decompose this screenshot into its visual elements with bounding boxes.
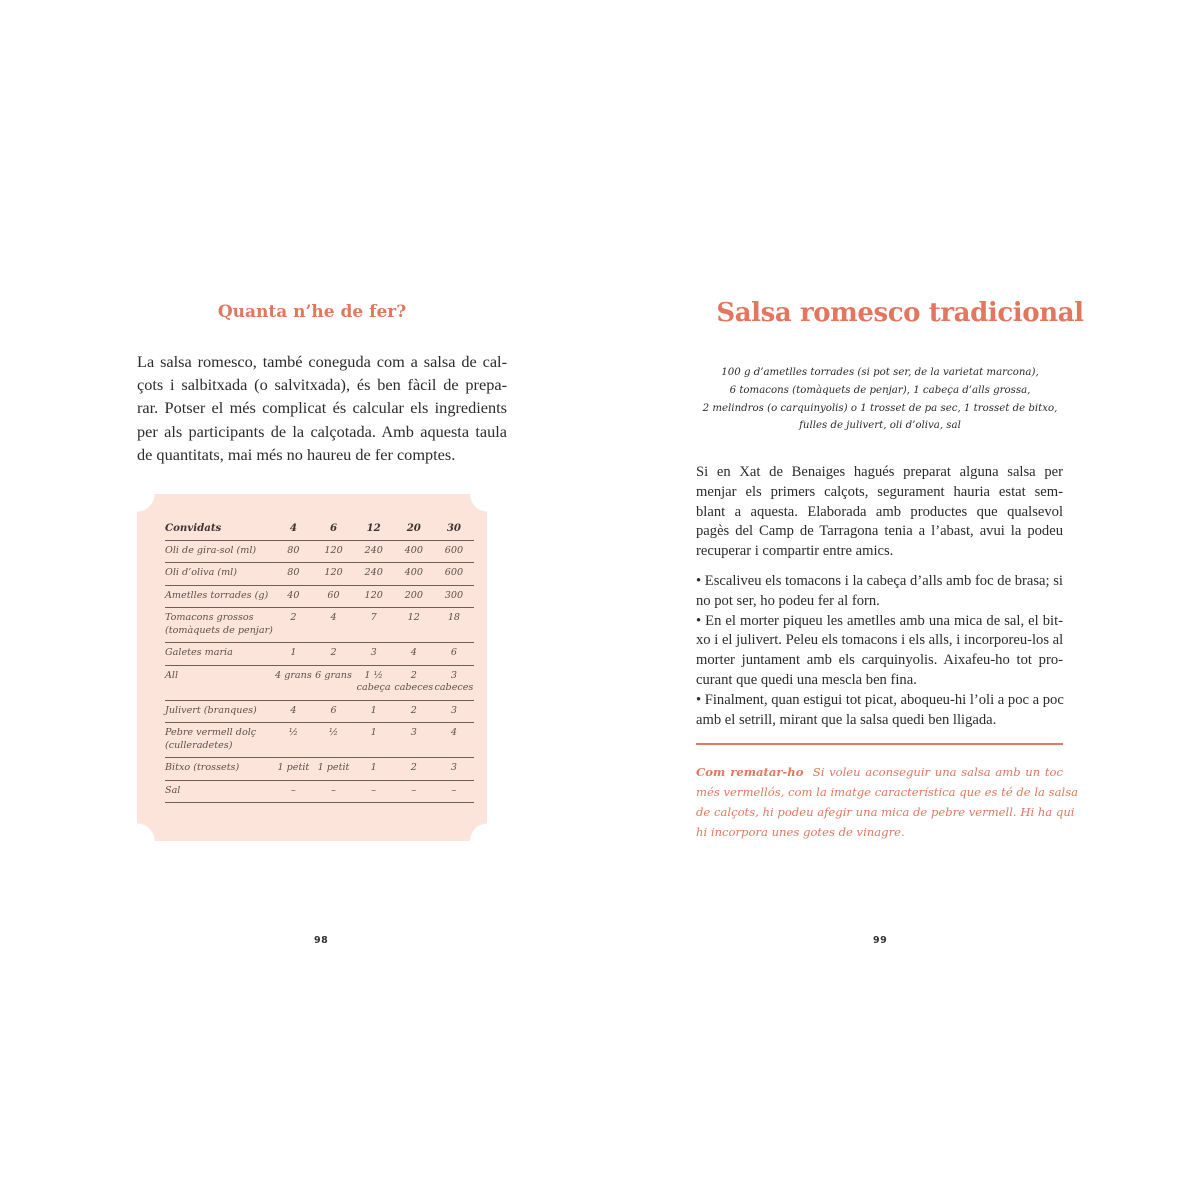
- cell: 240: [354, 540, 394, 563]
- header-guests: Convidats: [165, 518, 273, 540]
- header-col: 12: [354, 518, 394, 540]
- cell: 3 cabeces: [434, 665, 474, 700]
- table-row: [165, 758, 474, 781]
- step-line: • Finalment, quan estigui tot picat, aboqueu-hi l’oli a poc a poc: [696, 691, 1064, 708]
- cell: –: [313, 780, 353, 803]
- cell: 2: [273, 608, 313, 643]
- cell: 120: [313, 563, 353, 586]
- cell: 4: [273, 700, 313, 723]
- table-header-row: [165, 518, 474, 540]
- row-label: Sal: [165, 780, 273, 803]
- cell: 1 petit: [313, 758, 353, 781]
- cell: 18: [434, 608, 474, 643]
- cell: ½: [273, 723, 313, 758]
- cell: 3: [354, 643, 394, 666]
- intro-paragraph: [696, 463, 1063, 562]
- cell: 4 grans: [273, 665, 313, 700]
- step-line: morter juntament amb els carquinyolis. Aixafeu-ho tot pro-: [696, 652, 1063, 669]
- table-row: [165, 665, 474, 700]
- table-row: [165, 723, 474, 758]
- cell: 4: [434, 723, 474, 758]
- step-line: curant que quedi una mescla ben fina.: [696, 671, 917, 688]
- table-row: [165, 608, 474, 643]
- page-number: 98: [314, 935, 329, 946]
- section-subheading: Quanta n’he de fer?: [217, 302, 407, 322]
- ingredients-line: 6 tomacons (tomàquets de penjar), 1 cabeça d’alls grossa,: [729, 384, 1031, 396]
- ingredients-line: 2 melindros (o carquinyolis) o 1 trosset de pa sec, 1 trosset de bitxo,: [702, 402, 1058, 414]
- row-label: Tomacons grossos (tomàquets de penjar): [165, 608, 273, 643]
- cell: 80: [273, 563, 313, 586]
- body-line: pagès del Camp de Tarragona tenia a l’abast, avui la podeu: [696, 523, 1063, 540]
- cell: 400: [394, 540, 434, 563]
- step-line: • En el morter piqueu les ametlles amb una mica de sal, el bit-: [696, 612, 1063, 629]
- cell: 1 ½ cabeça: [354, 665, 394, 700]
- cell: 2 cabeces: [394, 665, 434, 700]
- cell: 1: [273, 643, 313, 666]
- row-label: Ametlles torrades (g): [165, 585, 273, 608]
- cell: 1: [354, 700, 394, 723]
- tip-line: hi incorpora unes gotes de vinagre.: [696, 825, 905, 839]
- cell: 120: [354, 585, 394, 608]
- cell: 300: [434, 585, 474, 608]
- table-row: [165, 563, 474, 586]
- cell: 200: [394, 585, 434, 608]
- cell: 120: [313, 540, 353, 563]
- body-line: blant a aquesta. Elaborada amb productes que qualsevol: [696, 503, 1063, 520]
- step-line: • Escaliveu els tomacons i la cabeça d’alls amb foc de brasa; si: [696, 573, 1063, 589]
- header-col: 30: [434, 518, 474, 540]
- intro-paragraph: [137, 350, 507, 466]
- cell: 2: [394, 700, 434, 723]
- table-row: [165, 585, 474, 608]
- body-line: Si en Xat de Benaiges hagués preparat alguna salsa per: [696, 464, 1063, 480]
- cell: –: [354, 780, 394, 803]
- intro-line: çots i salbitxada (o salvitxada), és ben fàcil de prepa-: [137, 375, 507, 395]
- cell: 1 petit: [273, 758, 313, 781]
- header-col: 6: [313, 518, 353, 540]
- cell: –: [273, 780, 313, 803]
- divider: [696, 743, 1063, 745]
- cell: 2: [394, 758, 434, 781]
- cell: 400: [394, 563, 434, 586]
- table-row: [165, 643, 474, 666]
- intro-line: La salsa romesco, també coneguda com a salsa de cal-: [137, 352, 507, 371]
- cell: 3: [434, 758, 474, 781]
- cell: 60: [313, 585, 353, 608]
- row-label: Julivert (branques): [165, 700, 273, 723]
- row-label: Bitxo (trossets): [165, 758, 273, 781]
- cell: ½: [313, 723, 353, 758]
- step-line: amb el setrill, mirant que la salsa quedi ben lligada.: [696, 711, 997, 728]
- tip-box: [696, 762, 1079, 842]
- cell: 12: [394, 608, 434, 643]
- cell: 600: [434, 563, 474, 586]
- cell: 600: [434, 540, 474, 563]
- right-page: [600, 0, 1200, 1200]
- row-label: Oli de gira-sol (ml): [165, 540, 273, 563]
- cell: 1: [354, 723, 394, 758]
- intro-line: de quantitats, mai més no haureu de fer comptes.: [137, 444, 456, 464]
- cell: 40: [273, 585, 313, 608]
- row-label: All: [165, 665, 273, 700]
- tip-label: Com rematar-ho: [696, 765, 804, 779]
- cell: 4: [313, 608, 353, 643]
- preparation-steps: [696, 572, 1063, 730]
- tip-line: més vermellós, com la imatge característica que es té de la salsa: [696, 785, 1079, 799]
- tip-text: Si voleu aconseguir una salsa amb un toc: [812, 765, 1063, 779]
- cell: 1: [354, 758, 394, 781]
- header-col: 20: [394, 518, 434, 540]
- cell: 6: [434, 643, 474, 666]
- cell: 6 grans: [313, 665, 353, 700]
- row-label: Pebre vermell dolç (culleradetes): [165, 723, 273, 758]
- tip-line: de calçots, hi podeu afegir una mica de pebre vermell. Hi ha qui: [696, 805, 1075, 819]
- row-label: Galetes maria: [165, 643, 273, 666]
- table-row: [165, 780, 474, 803]
- cell: –: [434, 780, 474, 803]
- recipe-title: Salsa romesco tradicional: [716, 298, 1084, 328]
- table-row: [165, 700, 474, 723]
- step-line: xo i el julivert. Peleu els tomacons i els alls, i incorporeu-los al: [696, 632, 1064, 649]
- table-row: [165, 540, 474, 563]
- body-line: menjar els primers calçots, segurament hauria estat sem-: [696, 483, 1063, 500]
- cell: 80: [273, 540, 313, 563]
- header-col: 4: [273, 518, 313, 540]
- intro-line: per als participants de la calçotada. Amb aquesta taula: [137, 421, 507, 441]
- ingredients-list: [690, 364, 1070, 435]
- cell: 2: [313, 643, 353, 666]
- intro-line: rar. Potser el més complicat és calcular els ingredients: [137, 398, 507, 418]
- tip-line: [696, 762, 1063, 782]
- cell: –: [394, 780, 434, 803]
- body-line: recuperar i compartir entre amics.: [696, 543, 894, 560]
- cell: 7: [354, 608, 394, 643]
- cell: 3: [394, 723, 434, 758]
- cell: 3: [434, 700, 474, 723]
- ingredients-line: fulles de julivert, oli d’oliva, sal: [799, 420, 961, 432]
- step-line: no pot ser, ho podeu fer al forn.: [696, 592, 880, 609]
- cell: 4: [394, 643, 434, 666]
- quantities-table: [165, 518, 474, 803]
- page-number: 99: [873, 935, 888, 946]
- row-label: Oli d’oliva (ml): [165, 563, 273, 586]
- cell: 6: [313, 700, 353, 723]
- ingredients-line: 100 g d’ametlles torrades (si pot ser, de la varietat marcona),: [721, 367, 1039, 378]
- cell: 240: [354, 563, 394, 586]
